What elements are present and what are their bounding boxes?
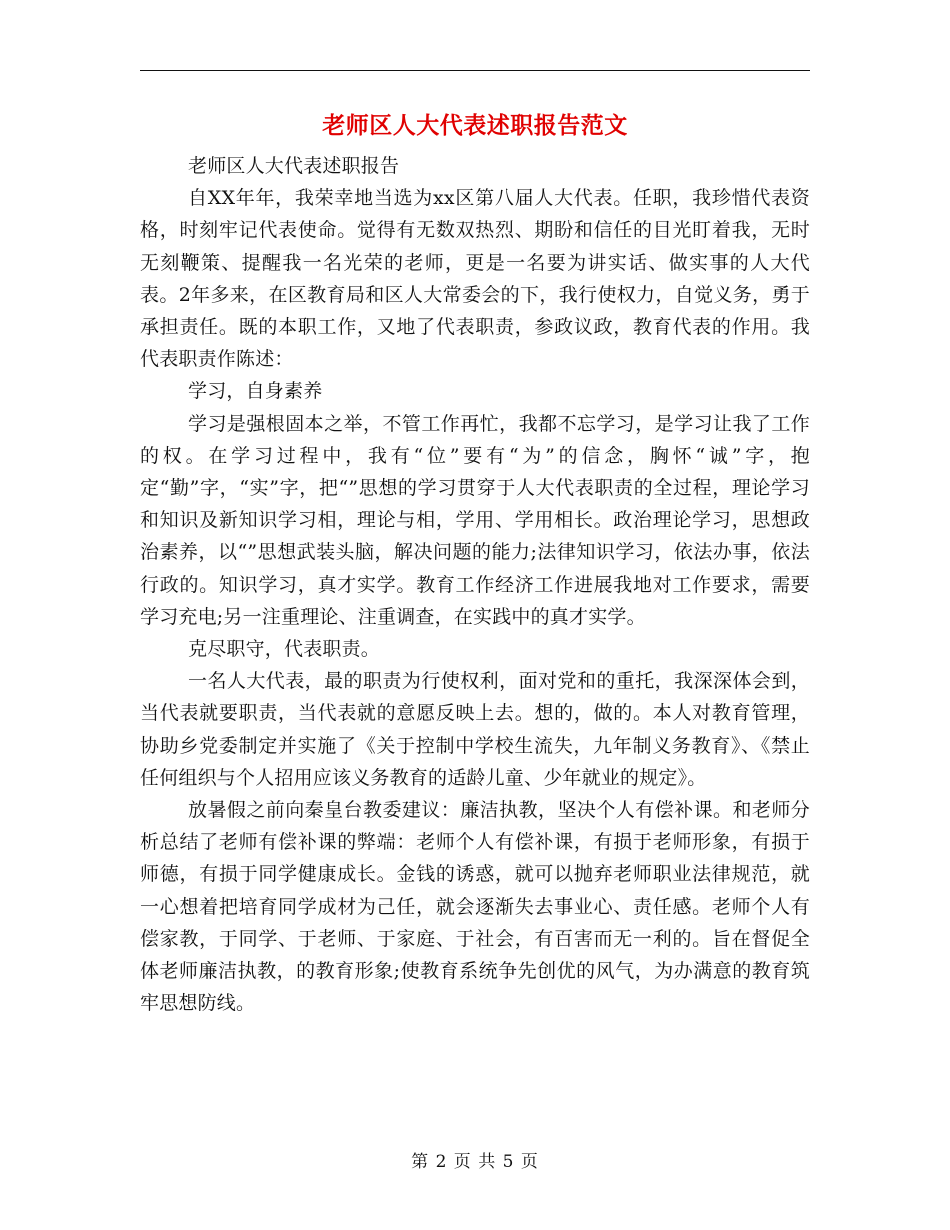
- paragraph-tutoring: 放暑假之前向秦皇台教委建议：廉洁执教，坚决个人有偿补课。和老师分析总结了老师有偿补课的弊端：老师个人有偿补课，有损于老师形象，有损于师德，有损于同学健康成长。金钱的诱惑，就可以抛弃老师职业法律规范，就一心想着把培育同学成材为己任，就会逐渐失去事业心、责任感。老师个人有偿家教，于同学、于老师、于家庭、于社会，有百害而无一利的。旨在督促全体老师廉洁执教，的教育形象;使教育系统争先创优的风气，为办满意的教育筑牢思想防线。: [140, 799, 810, 1015]
- document-body: [140, 150, 810, 1019]
- paragraph-study: 学习是强根固本之举，不管工作再忙，我都不忘学习，是学习让我了工作的权。在学习过程中，我有“位”要有“为”的信念，胸怀“诚”字，抱定“勤”字，“实”字，把“”思想的学习贯穿于人大代表职责的全过程，理论学习和知识及新知识学习相，理论与相，学用、学用相长。政治理论学习，思想政治素养，以“”思想武装头脑，解决问题的能力;法律知识学习，依法办事，依法行政的。知识学习，真才实学。教育工作经济工作进展我地对工作要求，需要学习充电;另一注重理论、注重调查，在实践中的真才实学。: [140, 412, 810, 628]
- page-number: 第 2 页 共 5 页: [411, 1152, 539, 1172]
- header-rule: [140, 70, 810, 71]
- paragraph-intro: 自XX年年，我荣幸地当选为xx区第八届人大代表。任职，我珍惜代表资格，时刻牢记代表使命。觉得有无数双热烈、期盼和信任的目光盯着我，无时无刻鞭策、提醒我一名光荣的老师，更是一名要为讲实话、做实事的人大代表。2年多来，在区教育局和区人大常委会的下，我行使权力，自觉义务，勇于承担责任。既的本职工作，又地了代表职责，参政议政，教育代表的作用。我代表职责作陈述：: [140, 187, 810, 371]
- paragraph-duty: 一名人大代表，最的职责为行使权利，面对党和的重托，我深深体会到，当代表就要职责，当代表就的意愿反映上去。想的，做的。本人对教育管理，协助乡党委制定并实施了《关于控制中学校生流失，九年制义务教育》、《禁止任何组织与个人招用应该义务教育的适龄儿童、少年就业的规定》。: [140, 670, 810, 789]
- paragraph-subtitle: 老师区人大代表述职报告: [188, 155, 400, 177]
- heading-study: 学习，自身素养: [188, 380, 323, 403]
- heading-duty: 克尽职守，代表职责。: [188, 638, 381, 661]
- document-title: 老师区人大代表述职报告范文: [322, 113, 628, 139]
